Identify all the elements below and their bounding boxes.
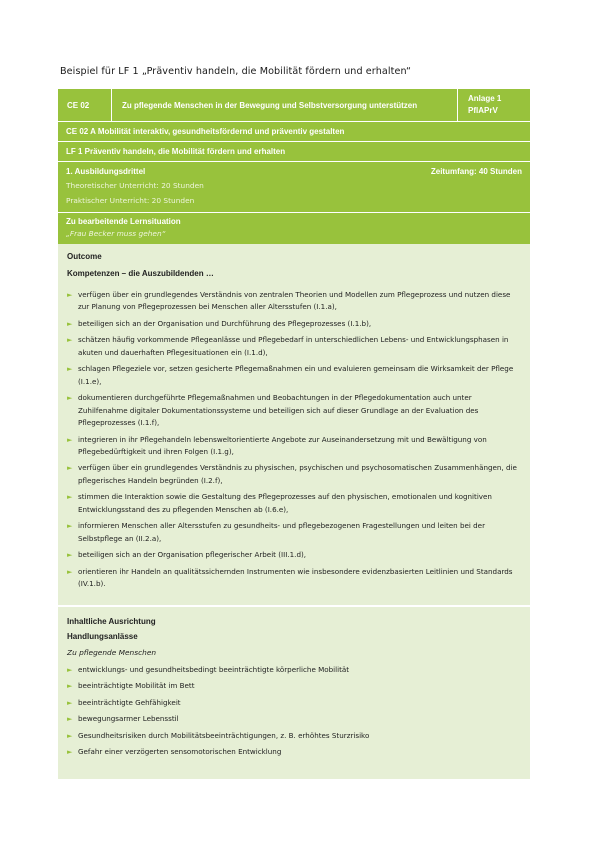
theorie-stunden: Theoretischer Unterricht: 20 Stunden bbox=[66, 181, 204, 190]
lernsituation-row bbox=[58, 213, 530, 244]
handlungsanlaesse-list bbox=[67, 664, 518, 759]
triangle-right-icon: ► bbox=[67, 394, 73, 403]
kompetenzen-heading: Kompetenzen – die Auszubildenden … bbox=[67, 269, 214, 278]
ce-title: Zu pflegende Menschen in der Bewegung und Selbstversorgung unterstützen bbox=[112, 89, 458, 121]
list-item: ► beeinträchtigte Mobilität im Bett bbox=[67, 680, 518, 692]
pflaprv-label: PflAPrV bbox=[468, 106, 498, 115]
group-label: Zu pflegende Menschen bbox=[67, 647, 157, 657]
anlage-label: Anlage 1 bbox=[468, 94, 502, 103]
lernsituation-title: „Frau Becker muss gehen“ bbox=[66, 229, 166, 238]
ausbildungsdrittel: 1. Ausbildungsdrittel bbox=[66, 167, 146, 176]
list-item: ► integrieren in ihr Pflegehandeln lebensweltorientierte Angebote zur Auseinandersetzung mit und Bewältigung von Pflegebedürftigkeit und ihren Folgen (I.1.g), bbox=[67, 434, 487, 456]
list-item: ► beteiligen sich an der Organisation und Durchführung des Pflegeprozesses (I.1.b), bbox=[67, 318, 518, 330]
triangle-right-icon: ► bbox=[67, 665, 73, 674]
list-item: ► Gefahr einer verzögerten sensomotorischen Entwicklung bbox=[67, 746, 518, 758]
list-item: ► informieren Menschen aller Altersstufen zu gesundheits- und pflegebezogenen Fragestellungen und leiten bei der Selbstpflege an (II.2.a), bbox=[67, 521, 486, 543]
zeitumfang: Zeitumfang: 40 Stunden bbox=[430, 167, 522, 176]
lernfeld-title: LF 1 Präventiv handeln, die Mobilität fördern und erhalten bbox=[58, 142, 530, 162]
page-title: Beispiel für LF 1 „Präventiv handeln, die Mobilität fördern und erhalten“ bbox=[60, 66, 412, 77]
ce-row bbox=[58, 89, 530, 122]
ce-code: CE 02 bbox=[58, 89, 112, 121]
list-item: ► orientieren ihr Handeln an qualitätssichernden Instrumenten wie insbesondere evidenzbasierten Leitlinien und Standards (IV.1.b). bbox=[67, 566, 513, 589]
outcome-heading: Outcome bbox=[67, 252, 102, 261]
triangle-right-icon: ► bbox=[67, 567, 73, 576]
list-item: ► schlagen Pflegeziele vor, setzen gesicherte Pflegemaßnahmen ein und evaluieren gemeinsam die Wirksamkeit der Pflege (I.1.e), bbox=[67, 364, 514, 386]
inhalt-heading: Inhaltliche Ausrichtung bbox=[67, 616, 156, 626]
list-item: ► bewegungsarmer Lebensstil bbox=[67, 713, 518, 725]
kompetenzen-list bbox=[67, 289, 518, 590]
list-item: ► stimmen die Interaktion sowie die Gestaltung des Pflegeprozesses auf den physischen, emotionalen und kognitiven Entwicklungsstand des zu pflegenden Menschen ab (I.6.e), bbox=[67, 492, 492, 514]
list-item: ► Gesundheitsrisiken durch Mobilitätsbeeinträchtigungen, z. B. erhöhtes Sturzrisiko bbox=[67, 730, 518, 742]
triangle-right-icon: ► bbox=[67, 522, 73, 531]
triangle-right-icon: ► bbox=[67, 319, 73, 328]
triangle-right-icon: ► bbox=[67, 748, 73, 757]
triangle-right-icon: ► bbox=[67, 682, 73, 691]
inhalt-section bbox=[58, 607, 530, 779]
header-block bbox=[58, 89, 530, 244]
anlage-cell bbox=[458, 89, 530, 121]
triangle-right-icon: ► bbox=[67, 715, 73, 724]
triangle-right-icon: ► bbox=[67, 731, 73, 740]
triangle-right-icon: ► bbox=[67, 698, 73, 707]
handlungsanlaesse-heading: Handlungsanlässe bbox=[67, 631, 138, 641]
outcome-section bbox=[58, 244, 530, 607]
list-item: ► verfügen über ein grundlegendes Verständnis von zentralen Theorien und Modellen zum Pflegeprozess und nutzen diese zur Planung von Pflegeprozessen bei Menschen aller Altersstufen (I.1.a), bbox=[67, 290, 511, 312]
ce-sub-title: CE 02 A Mobilität interaktiv, gesundheitsfördernd und präventiv gestalten bbox=[58, 122, 530, 142]
triangle-right-icon: ► bbox=[67, 551, 73, 560]
list-item: ► beeinträchtigte Gehfähigkeit bbox=[67, 697, 518, 709]
list-item: ► verfügen über ein grundlegendes Verständnis zu physischen, psychischen und psychosomatischen Zusammenhängen, die pflegerisches Handeln begründen (I.2.f), bbox=[67, 463, 517, 485]
triangle-right-icon: ► bbox=[67, 435, 73, 444]
triangle-right-icon: ► bbox=[67, 336, 73, 345]
triangle-right-icon: ► bbox=[67, 493, 73, 502]
curriculum-table bbox=[58, 89, 530, 779]
drittel-row bbox=[58, 162, 530, 213]
triangle-right-icon: ► bbox=[67, 365, 73, 374]
list-item: ► beteiligen sich an der Organisation pflegerischer Arbeit (III.1.d), bbox=[67, 549, 518, 561]
list-item: ► entwicklungs- und gesundheitsbedingt beeinträchtigte körperliche Mobilität bbox=[67, 664, 518, 676]
praxis-stunden: Praktischer Unterricht: 20 Stunden bbox=[66, 196, 195, 205]
lernsituation-label: Zu bearbeitende Lernsituation bbox=[66, 217, 181, 226]
triangle-right-icon: ► bbox=[67, 464, 73, 473]
list-item: ► dokumentieren durchgeführte Pflegemaßnahmen und Beobachtungen in der Pflegedokumentation auch unter Zuhilfenahme digitaler Dokumentationssysteme und beteiligen sich auf dieser Grundlage an der Evaluation des Pflegeprozesses (I.1.f), bbox=[67, 393, 479, 428]
triangle-right-icon: ► bbox=[67, 291, 73, 299]
list-item: ► schätzen häufig vorkommende Pflegeanlässe und Pflegebedarf in unterschiedlichen Lebens- und Entwicklungsphasen in akuten und dauerhaften Pflegesituationen ein (I.1.d), bbox=[67, 335, 509, 357]
